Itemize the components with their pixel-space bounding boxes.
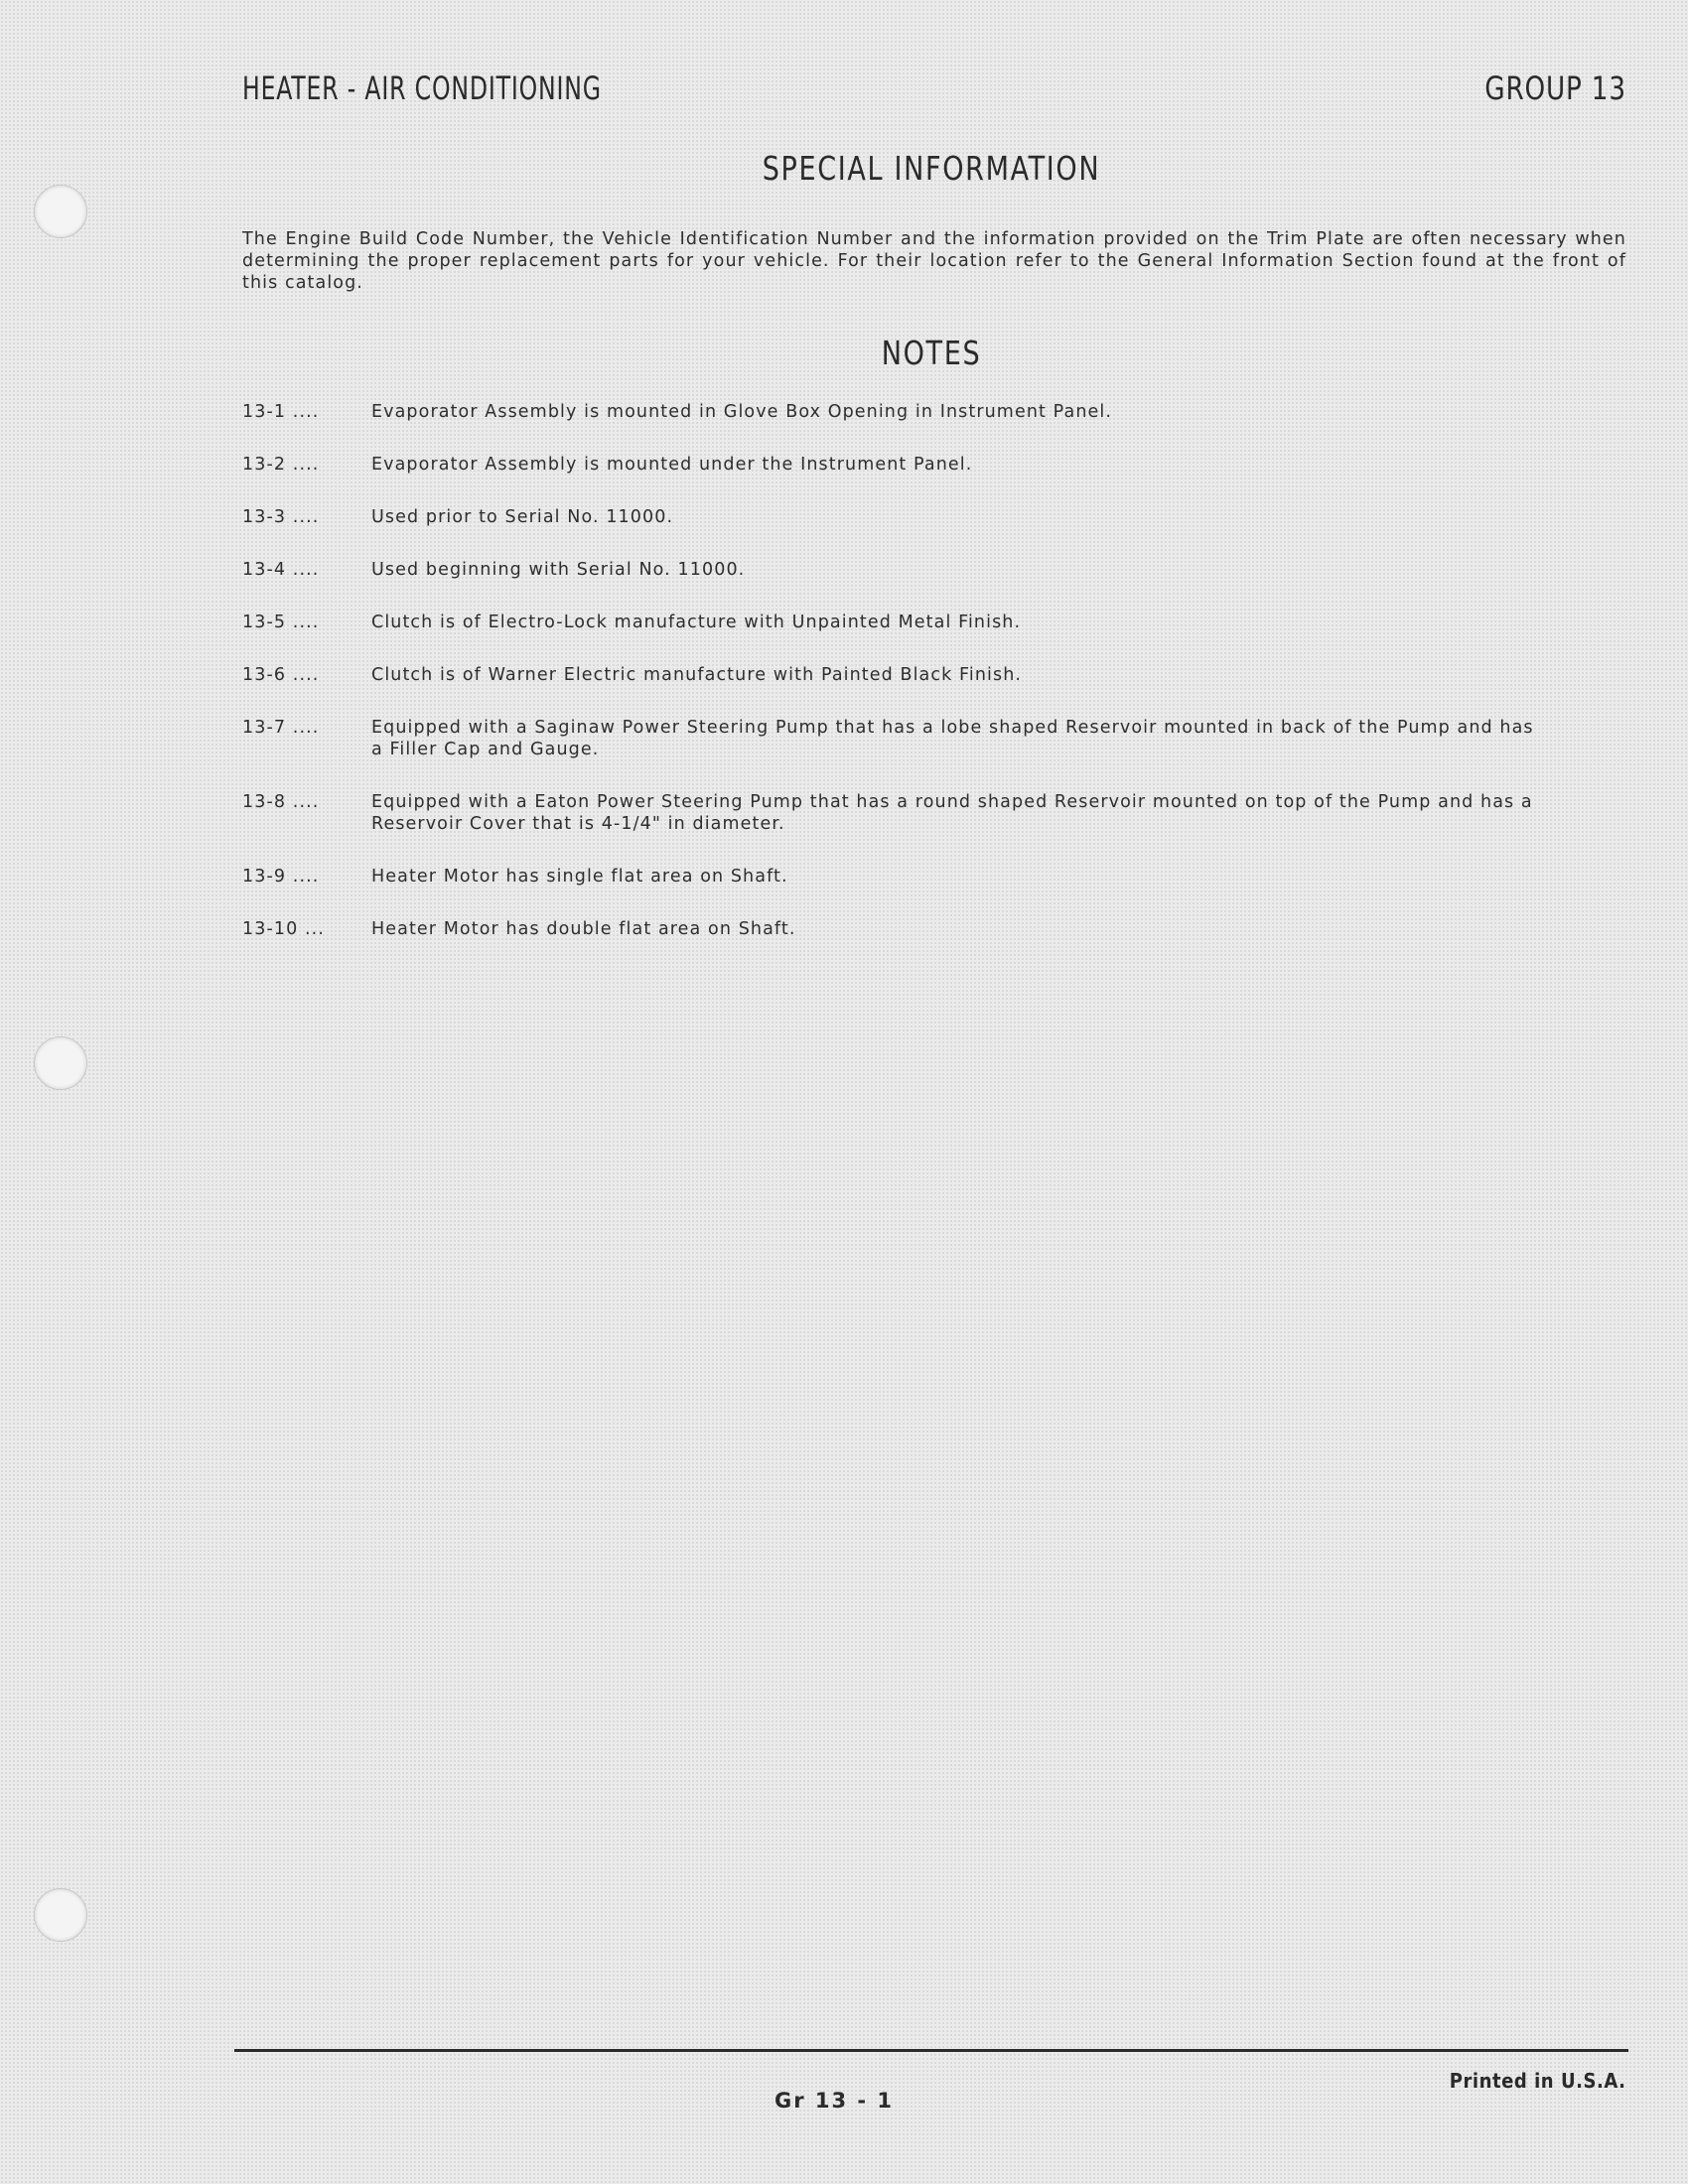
notes-list [242,401,1632,971]
note-text: Equipped with a Eaton Power Steering Pump that has a round shaped Reservoir mounted on top of the Pump and has a Reservoir Cover that is 4-1/4" in diameter. [371,792,1533,834]
note-number: 13-10 ... [242,919,326,939]
footer-divider [234,2049,1628,2052]
note-number: 13-1 .... [242,402,320,422]
note-text: Evaporator Assembly is mounted in Glove Box Opening in Instrument Panel. [371,402,1113,422]
note-number: 13-6 .... [242,665,320,685]
note-number: 13-7 .... [242,718,320,738]
note-item [242,454,1632,476]
note-item [242,401,1632,423]
punch-hole-bottom [34,1888,87,1942]
note-text: Heater Motor has single flat area on Shaft. [371,867,788,887]
note-number: 13-9 .... [242,867,320,887]
page-number [0,2089,1688,2113]
note-item [242,506,1632,528]
note-text: Equipped with a Saginaw Power Steering Pump that has a lobe shaped Reservoir mounted in back of the Pump and has a Filler Cap and Gauge. [371,718,1534,759]
note-text: Clutch is of Warner Electric manufacture with Painted Black Finish. [371,665,1023,685]
note-item [242,664,1632,686]
note-text: Heater Motor has double flat area on Shaft. [371,919,796,939]
note-number: 13-2 .... [242,455,320,475]
note-item [242,559,1632,581]
punch-hole-top [34,185,87,238]
note-item [242,717,1632,760]
note-item [242,612,1632,633]
notes-title: NOTES [881,334,982,372]
note-number: 13-8 .... [242,792,320,812]
note-item [242,918,1632,940]
printed-in-notice: Printed in U.S.A. [1450,2069,1626,2093]
special-information-text: The Engine Build Code Number, the Vehicle Identification Number and the information provided on the Trim Plate are often necessary when determining the proper replacement parts for your vehicle. For their location refer to the General Information Section found at the front of this catalog. [242,228,1626,293]
note-text: Used beginning with Serial No. 11000. [371,560,746,580]
group-heading: GROUP 13 [1484,69,1626,107]
note-text: Evaporator Assembly is mounted under the Instrument Panel. [371,455,973,475]
page-number-text: Gr 13 - 1 [774,2089,895,2113]
note-item [242,866,1632,887]
note-item [242,791,1632,835]
note-text: Clutch is of Electro-Lock manufacture with Unpainted Metal Finish. [371,613,1022,632]
special-information-title: SPECIAL INFORMATION [762,149,1101,188]
note-number: 13-3 .... [242,507,320,527]
section-heading: HEATER - AIR CONDITIONING [242,69,602,107]
note-number: 13-5 .... [242,613,320,632]
note-text: Used prior to Serial No. 11000. [371,507,674,527]
note-number: 13-4 .... [242,560,320,580]
punch-hole-middle [34,1036,87,1090]
